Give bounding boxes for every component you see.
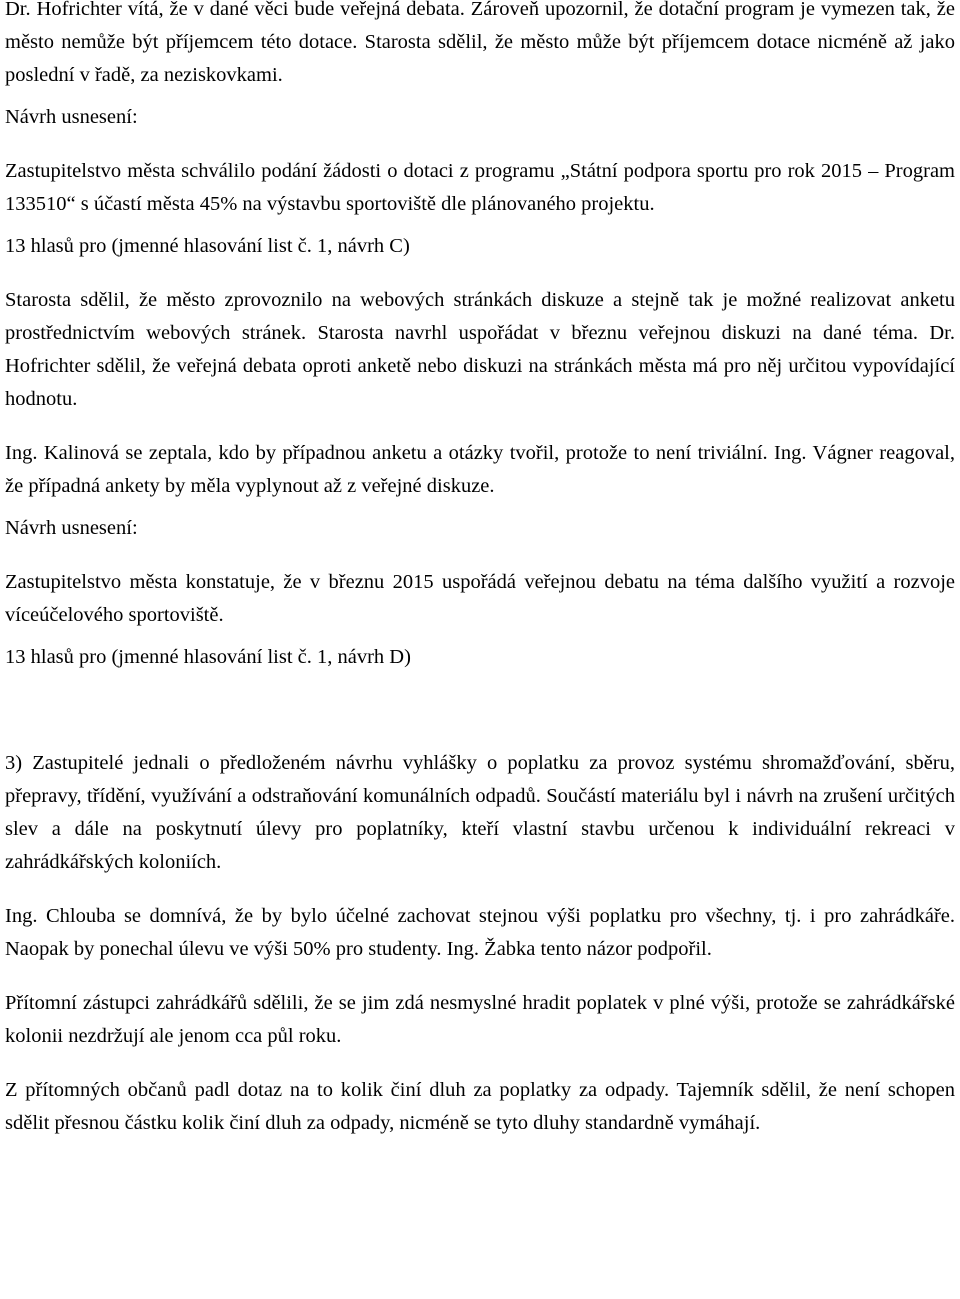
paragraph-debt-question: Z přítomných občanů padl dotaz na to kolik činí dluh za poplatky za odpady. Tajemník sdělil, že není schopen sdělit přesnou částku kolik činí dluh za odpady, nicméně se tyto dluhy standardně vymáhají. [5,1079,955,1134]
document-page [5,0,955,1140]
vote-result-d: 13 hlasů pro (jmenné hlasování list č. 1, návrh D) [5,646,411,668]
paragraph-gardeners: Přítomní zástupci zahrádkářů sdělili, že se jim zdá nesmyslné hradit poplatek v plné výši, protože se zahrádkářské kolonii nezdržují ale jenom cca půl roku. [5,992,955,1047]
resolution-heading-1: Návrh usnesení: [5,106,138,128]
resolution-text-1: Zastupitelstvo města schválilo podání žádosti o dotaci z programu „Státní podpora sportu pro rok 2015 – Program 133510“ s účastí města 45% na výstavbu sportoviště dle plánovaného projektu. [5,160,955,215]
agenda-item-3: 3) Zastupitelé jednali o předloženém návrhu vyhlášky o poplatku za provoz systému shromažďování, sběru, přepravy, třídění, využívání a odstraňování komunálních odpadů. Součástí materiálu byl i návrh na zrušení určitých slev a dále na poskytnutí úlevy pro poplatníky, kteří vlastní stavbu určenou k individuální rekreaci v zahrádkářských koloniích. [5,752,955,873]
paragraph-web-discussion: Starosta sdělil, že město zprovoznilo na webových stránkách diskuze a stejně tak je možné realizovat anketu prostřednictvím webových stránek. Starosta navrhl uspořádat v březnu veřejnou diskuzi na dané téma. Dr. Hofrichter sdělil, že veřejná debata oproti anketě nebo diskuzi na stránkách města má pro něj určitou vypovídající hodnotu. [5,289,955,410]
resolution-heading-2: Návrh usnesení: [5,517,138,539]
paragraph-hofrichter-debate: Dr. Hofrichter vítá, že v dané věci bude veřejná debata. Zároveň upozornil, že dotační program je vymezen tak, že město nemůže být příjemcem této dotace. Starosta sdělil, že město může být příjemcem dotace nicméně až jako poslední v řadě, za neziskovkami. [5,0,955,86]
vote-result-c: 13 hlasů pro (jmenné hlasování list č. 1, návrh C) [5,235,410,257]
paragraph-chlouba-opinion: Ing. Chlouba se domnívá, že by bylo účelné zachovat stejnou výši poplatku pro všechny, tj. i pro zahrádkáře. Naopak by ponechal úlevu ve výši 50% pro studenty. Ing. Žabka tento názor podpořil. [5,905,955,960]
paragraph-kalinova-question: Ing. Kalinová se zeptala, kdo by případnou anketu a otázky tvořil, protože to není triviální. Ing. Vágner reagoval, že případná ankety by měla vyplynout až z veřejné diskuze. [5,442,955,497]
resolution-text-2: Zastupitelstvo města konstatuje, že v březnu 2015 uspořádá veřejnou debatu na téma dalšího využití a rozvoje víceúčelového sportoviště. [5,571,955,626]
